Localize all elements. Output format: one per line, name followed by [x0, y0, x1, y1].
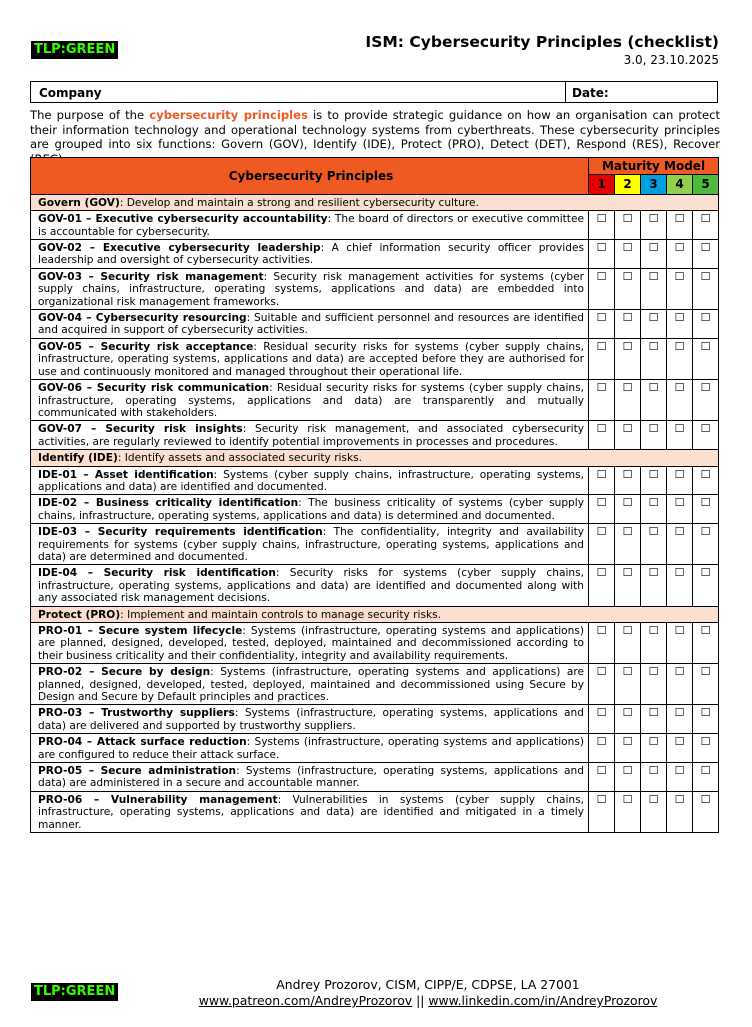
- page-title: ISM: Cybersecurity Principles (checklist): [365, 33, 719, 51]
- maturity-checkbox-level-3[interactable]: ☐: [641, 565, 667, 606]
- level-3: 3: [641, 175, 667, 194]
- principle-row: [31, 734, 719, 763]
- maturity-checkbox-level-1[interactable]: ☐: [589, 268, 615, 309]
- principle-description: [31, 338, 589, 379]
- principle-row: [31, 565, 719, 606]
- principle-text: : The board of directors or executive committee is accountable for cybersecurity.: [38, 213, 584, 238]
- principle-description: [31, 791, 589, 832]
- maturity-checkbox-level-5[interactable]: ☐: [693, 705, 719, 734]
- maturity-checkbox-level-4[interactable]: ☐: [667, 211, 693, 240]
- principle-description: [31, 380, 589, 421]
- maturity-checkbox-level-5[interactable]: ☐: [693, 524, 719, 565]
- principle-text: : Systems (cyber supply chains, infrastructure, operating systems, applications and data) are identified and documented.: [38, 468, 585, 493]
- maturity-checkbox-level-2[interactable]: ☐: [615, 421, 641, 450]
- section-row: [31, 606, 719, 622]
- principle-description: [31, 466, 589, 495]
- principle-text: : Suitable and sufficient personnel and resources are identified and acquired in support of cybersecurity activities.: [38, 312, 584, 337]
- principle-code: GOV-03 – Security risk management: [38, 270, 264, 283]
- maturity-checkbox-level-4[interactable]: ☐: [667, 268, 693, 309]
- principle-code: IDE-03 – Security requirements identification: [38, 526, 323, 539]
- level-4: 4: [667, 175, 693, 194]
- principle-text: : Systems (infrastructure, operating systems and applications) are configured to reduce their attack surface.: [38, 736, 584, 761]
- principle-description: [31, 524, 589, 565]
- maturity-checkbox-level-5[interactable]: ☐: [693, 734, 719, 763]
- principle-code: GOV-04 – Cybersecurity resourcing: [38, 312, 247, 325]
- maturity-checkbox-level-3[interactable]: ☐: [641, 623, 667, 664]
- intro-text-1: The purpose of the: [30, 108, 150, 122]
- maturity-checkbox-level-5[interactable]: ☐: [693, 664, 719, 705]
- maturity-checkbox-level-1[interactable]: ☐: [589, 623, 615, 664]
- footer-author: Andrey Prozorov, CISM, CIPP/E, CDPSE, LA 27001: [276, 977, 580, 992]
- principle-row: [31, 240, 719, 269]
- maturity-checkbox-level-3[interactable]: ☐: [641, 524, 667, 565]
- level-2: 2: [615, 175, 641, 194]
- maturity-checkbox-level-2[interactable]: ☐: [615, 211, 641, 240]
- section-row: [31, 194, 719, 210]
- principle-text: : Systems (infrastructure, operating systems and applications) are planned, designed, developed, tested, deployed, maintained and decommissioned according to their business criticality and their confidentiality, integrity and availability requirements.: [38, 625, 584, 662]
- maturity-checkbox-level-5[interactable]: ☐: [693, 623, 719, 664]
- principle-row: [31, 211, 719, 240]
- principle-description: [31, 268, 589, 309]
- maturity-checkbox-level-2[interactable]: ☐: [615, 565, 641, 606]
- maturity-checkbox-level-5[interactable]: ☐: [693, 380, 719, 421]
- principle-row: [31, 623, 719, 664]
- maturity-checkbox-level-2[interactable]: ☐: [615, 524, 641, 565]
- principle-row: [31, 268, 719, 309]
- maturity-checkbox-level-3[interactable]: ☐: [641, 791, 667, 832]
- maturity-checkbox-level-2[interactable]: ☐: [615, 240, 641, 269]
- maturity-checkbox-level-4[interactable]: ☐: [667, 310, 693, 339]
- principle-description: [31, 421, 589, 450]
- principle-row: [31, 421, 719, 450]
- maturity-checkbox-level-4[interactable]: ☐: [667, 380, 693, 421]
- principle-text: : The confidentiality, integrity and availability requirements for systems (cyber supply chains, infrastructure, operating systems, applications and data) are determined and documented.: [38, 526, 584, 563]
- maturity-checkbox-level-3[interactable]: ☐: [641, 466, 667, 495]
- principle-code: GOV-05 – Security risk acceptance: [38, 340, 254, 353]
- maturity-checkbox-level-3[interactable]: ☐: [641, 211, 667, 240]
- maturity-checkbox-level-5[interactable]: ☐: [693, 338, 719, 379]
- principle-code: IDE-01 – Asset identification: [38, 468, 214, 481]
- maturity-checkbox-level-1[interactable]: ☐: [589, 524, 615, 565]
- maturity-checkbox-level-1[interactable]: ☐: [589, 466, 615, 495]
- maturity-checkbox-level-4[interactable]: ☐: [667, 705, 693, 734]
- intro-text-2: is to provide strategic guidance on how an organisation can protect their information technology and operational technology systems from cyberthreats. These cybersecurity principles are grouped into six functions: Govern (GOV), Identify (IDE), Protect (PRO), Detect (DET), Respond (RES), Recover: [30, 108, 721, 151]
- principles-table: [30, 157, 719, 833]
- principle-description: [31, 705, 589, 734]
- maturity-checkbox-level-4[interactable]: ☐: [667, 734, 693, 763]
- tlp-label-top: TLP:GREEN: [31, 41, 118, 59]
- company-field[interactable]: Company: [31, 82, 566, 102]
- maturity-checkbox-level-1[interactable]: ☐: [589, 240, 615, 269]
- maturity-checkbox-level-3[interactable]: ☐: [641, 763, 667, 792]
- maturity-checkbox-level-3[interactable]: ☐: [641, 240, 667, 269]
- maturity-checkbox-level-5[interactable]: ☐: [693, 211, 719, 240]
- maturity-checkbox-level-4[interactable]: ☐: [667, 791, 693, 832]
- principle-text: : Vulnerabilities in systems (cyber supply chains, infrastructure, operating systems, applications and data) are identified and mitigated in a timely manner.: [38, 793, 584, 831]
- patreon-link[interactable]: www.patreon.com/AndreyProzorov: [198, 993, 413, 1008]
- principle-row: [31, 705, 719, 734]
- section-row: [31, 450, 719, 466]
- principle-text: : Security risks for systems (cyber supply chains, infrastructure, operating systems, applications and data) are identified and documented along with any associated risk management decisions.: [38, 567, 584, 605]
- principle-code: PRO-01 – Secure system lifecycle: [38, 625, 243, 637]
- principle-row: [31, 763, 719, 792]
- maturity-checkbox-level-2[interactable]: ☐: [615, 338, 641, 379]
- maturity-checkbox-level-3[interactable]: ☐: [641, 268, 667, 309]
- section-desc: : Develop and maintain a strong and resilient cybersecurity culture.: [119, 196, 479, 209]
- principle-code: GOV-02 – Executive cybersecurity leadership: [38, 242, 321, 255]
- maturity-checkbox-level-1[interactable]: ☐: [589, 421, 615, 450]
- principle-description: [31, 734, 589, 763]
- maturity-checkbox-level-4[interactable]: ☐: [667, 466, 693, 495]
- footer-separator: ||: [412, 993, 429, 1008]
- principle-text: : Residual security risks for systems (cyber supply chains, infrastructure, operating systems, applications and data) are accepted before they are authorised for use and continuously monitored and managed throughout their operational life.: [38, 340, 584, 378]
- maturity-checkbox-level-5[interactable]: ☐: [693, 565, 719, 606]
- principle-text: : Systems (infrastructure, operating systems, applications and data) are delivered and supported by trustworthy suppliers.: [38, 707, 584, 732]
- principle-text: : Systems (infrastructure, operating systems and applications) are planned, designed, developed, tested, deployed, maintained and decommissioned using Secure by Design and Secure by Default principles and practices.: [38, 666, 584, 704]
- principle-text: : The business criticality of systems (cyber supply chains, infrastructure, operating systems, applications and data) is determined and documented.: [38, 497, 584, 522]
- maturity-checkbox-level-3[interactable]: ☐: [641, 664, 667, 705]
- principle-code: GOV-07 – Security risk insights: [38, 423, 243, 436]
- principle-text: : Residual security risks for systems (cyber supply chains, infrastructure, operating systems, applications and data) are transparently and mutually communicated with stakeholders.: [38, 382, 584, 419]
- maturity-checkbox-level-2[interactable]: ☐: [615, 705, 641, 734]
- intro-highlight: cybersecurity principles: [149, 108, 308, 122]
- maturity-checkbox-level-1[interactable]: ☐: [589, 310, 615, 339]
- version-date: 3.0, 23.10.2025: [623, 53, 719, 67]
- maturity-checkbox-level-4[interactable]: ☐: [667, 763, 693, 792]
- footer-links: [52, 993, 752, 1008]
- principle-code: PRO-06 – Vulnerability management: [38, 793, 278, 806]
- principle-row: [31, 380, 719, 421]
- principle-row: [31, 310, 719, 339]
- principle-description: [31, 664, 589, 705]
- principle-row: [31, 664, 719, 705]
- maturity-checkbox-level-1[interactable]: ☐: [589, 791, 615, 832]
- maturity-checkbox-level-1[interactable]: ☐: [589, 380, 615, 421]
- principle-row: [31, 338, 719, 379]
- maturity-checkbox-level-2[interactable]: ☐: [615, 380, 641, 421]
- maturity-checkbox-level-2[interactable]: ☐: [615, 466, 641, 495]
- maturity-checkbox-level-4[interactable]: ☐: [667, 240, 693, 269]
- maturity-checkbox-level-3[interactable]: ☐: [641, 380, 667, 421]
- maturity-checkbox-level-2[interactable]: ☐: [615, 763, 641, 792]
- principle-code: IDE-04 – Security risk identification: [38, 567, 276, 580]
- maturity-checkbox-level-5[interactable]: ☐: [693, 240, 719, 269]
- maturity-checkbox-level-5[interactable]: ☐: [693, 466, 719, 495]
- principle-description: [31, 763, 589, 792]
- maturity-checkbox-level-5[interactable]: ☐: [693, 310, 719, 339]
- maturity-checkbox-level-3[interactable]: ☐: [641, 338, 667, 379]
- section-name: Protect (PRO): [38, 608, 121, 621]
- maturity-checkbox-level-1[interactable]: ☐: [589, 495, 615, 524]
- maturity-checkbox-level-2[interactable]: ☐: [615, 791, 641, 832]
- principle-description: [31, 565, 589, 606]
- maturity-checkbox-level-2[interactable]: ☐: [615, 268, 641, 309]
- maturity-checkbox-level-4[interactable]: ☐: [667, 664, 693, 705]
- maturity-checkbox-level-4[interactable]: ☐: [667, 623, 693, 664]
- principle-text: : Security risk management, and associated cybersecurity activities, are regularly reviewed to identify potential improvements in processes and procedures.: [38, 423, 584, 448]
- principle-code: PRO-05 – Secure administration: [38, 765, 237, 778]
- maturity-checkbox-level-2[interactable]: ☐: [615, 623, 641, 664]
- principle-description: [31, 623, 589, 664]
- maturity-checkbox-level-2[interactable]: ☐: [615, 310, 641, 339]
- col-header-principles: Cybersecurity Principles: [31, 158, 589, 195]
- maturity-checkbox-level-4[interactable]: ☐: [667, 421, 693, 450]
- maturity-checkbox-level-4[interactable]: ☐: [667, 338, 693, 379]
- date-field[interactable]: Date:: [572, 86, 609, 100]
- maturity-checkbox-level-2[interactable]: ☐: [615, 664, 641, 705]
- maturity-checkbox-level-2[interactable]: ☐: [615, 495, 641, 524]
- section-desc: : Identify assets and associated security risks.: [117, 452, 363, 465]
- level-1: 1: [589, 175, 615, 194]
- maturity-checkbox-level-1[interactable]: ☐: [589, 763, 615, 792]
- linkedin-link[interactable]: www.linkedin.com/in/AndreyProzorov: [428, 993, 658, 1008]
- maturity-checkbox-level-1[interactable]: ☐: [589, 734, 615, 763]
- principle-text: : Systems (infrastructure, operating systems, applications and data) are administered in a secure and accountable manner.: [38, 765, 584, 790]
- maturity-checkbox-level-5[interactable]: ☐: [693, 763, 719, 792]
- maturity-checkbox-level-4[interactable]: ☐: [667, 565, 693, 606]
- principle-code: IDE-02 – Business criticality identification: [38, 497, 299, 510]
- principle-row: [31, 495, 719, 524]
- maturity-checkbox-level-5[interactable]: ☐: [693, 421, 719, 450]
- maturity-checkbox-level-3[interactable]: ☐: [641, 310, 667, 339]
- maturity-checkbox-level-5[interactable]: ☐: [693, 495, 719, 524]
- section-name: Govern (GOV): [38, 196, 120, 209]
- principle-code: PRO-04 – Attack surface reduction: [38, 736, 247, 749]
- principle-code: PRO-03 – Trustworthy suppliers: [38, 707, 235, 720]
- principle-text: : Security risk management activities for systems (cyber supply chains, infrastructure, operating systems, applications and data) are embedded into organizational risk management frameworks.: [38, 270, 584, 308]
- section-header: [31, 194, 719, 210]
- maturity-checkbox-level-3[interactable]: ☐: [641, 421, 667, 450]
- maturity-checkbox-level-1[interactable]: ☐: [589, 338, 615, 379]
- principle-description: [31, 310, 589, 339]
- principle-code: GOV-06 – Security risk communication: [38, 382, 270, 395]
- maturity-checkbox-level-1[interactable]: ☐: [589, 664, 615, 705]
- section-name: Identify (IDE): [38, 452, 118, 465]
- section-desc: : Implement and maintain controls to manage security risks.: [120, 608, 441, 621]
- principle-description: [31, 240, 589, 269]
- maturity-checkbox-level-5[interactable]: ☐: [693, 791, 719, 832]
- tlp-label-bottom: TLP:GREEN: [31, 983, 118, 1001]
- maturity-checkbox-level-4[interactable]: ☐: [667, 495, 693, 524]
- maturity-checkbox-level-3[interactable]: ☐: [641, 495, 667, 524]
- maturity-checkbox-level-5[interactable]: ☐: [693, 268, 719, 309]
- company-date-box: [30, 81, 718, 103]
- maturity-checkbox-level-2[interactable]: ☐: [615, 734, 641, 763]
- principle-description: [31, 211, 589, 240]
- maturity-checkbox-level-4[interactable]: ☐: [667, 524, 693, 565]
- principle-row: [31, 791, 719, 832]
- principle-description: [31, 495, 589, 524]
- principle-code: GOV-01 – Executive cybersecurity accountability: [38, 213, 328, 226]
- maturity-checkbox-level-3[interactable]: ☐: [641, 705, 667, 734]
- principle-row: [31, 524, 719, 565]
- maturity-checkbox-level-1[interactable]: ☐: [589, 705, 615, 734]
- maturity-checkbox-level-3[interactable]: ☐: [641, 734, 667, 763]
- principle-code: PRO-02 – Secure by design: [38, 666, 211, 679]
- section-header: [31, 450, 719, 466]
- principle-text: : A chief information security officer provides leadership and oversight of cybersecurity activities.: [38, 242, 584, 267]
- maturity-checkbox-level-1[interactable]: ☐: [589, 211, 615, 240]
- maturity-checkbox-level-1[interactable]: ☐: [589, 565, 615, 606]
- principle-row: [31, 466, 719, 495]
- section-header: [31, 606, 719, 622]
- level-5: 5: [693, 175, 719, 194]
- col-header-maturity: Maturity Model: [589, 158, 719, 175]
